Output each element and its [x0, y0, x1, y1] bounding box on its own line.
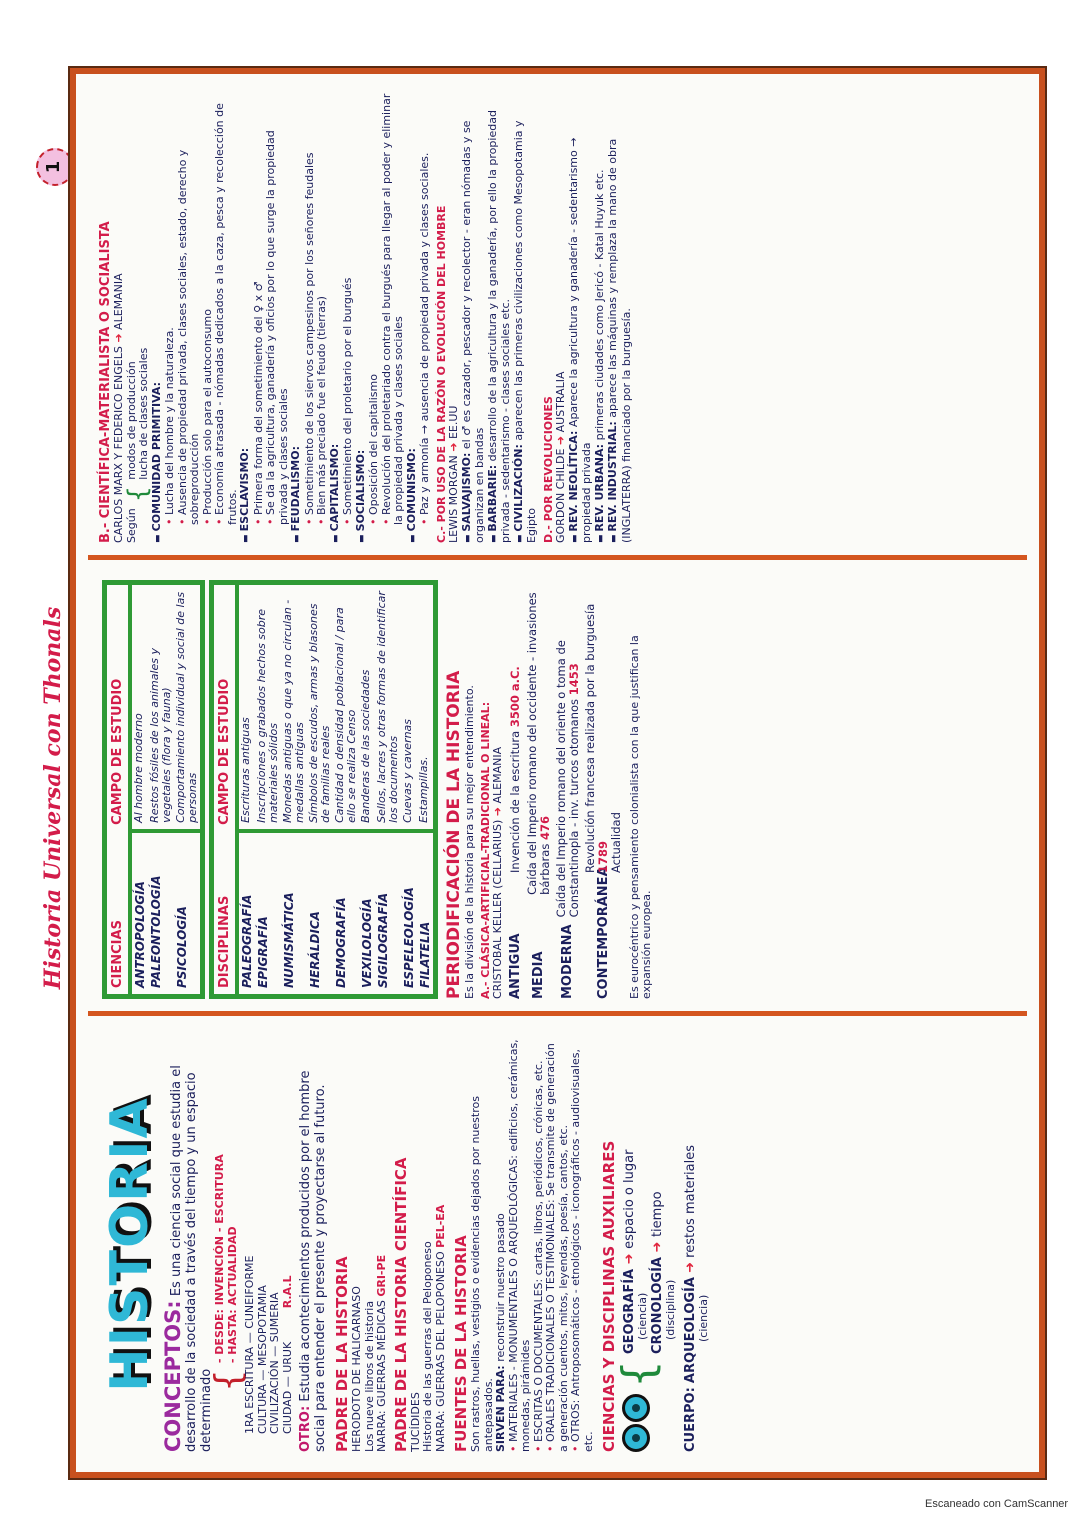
arrow-right-icon: ➜: [447, 442, 460, 452]
table-row: SIGILOGRAFÍA Sellos, lacres y otras formas de identificar los documentos: [375, 583, 401, 997]
ciencias-auxiliares-heading: CIENCIAS Y DISCIPLINAS AUXILIARES: [600, 1140, 618, 1452]
padre-cient-name: TUCÍDIDES: [408, 1392, 422, 1452]
conceptos-heading: CONCEPTOS:: [161, 1300, 185, 1452]
aux-type: (ciencia): [636, 1292, 649, 1340]
concept-line: CIVILIZACIÓN — SUMERIA: [268, 1292, 281, 1434]
historia-title: HISTORIA: [100, 1096, 160, 1392]
sirven-text: reconstruir nuestro pasado: [494, 1213, 507, 1362]
aux-name: GEOGRAFÍA: [622, 1268, 637, 1354]
padre-cient-narra: NARRA: GUERRAS DEL PELOPONESO: [433, 1251, 447, 1452]
panel-ciencias-periodificacion: [88, 568, 1027, 1016]
cuerpo-label: CUERPO:: [683, 1387, 698, 1452]
stage-heading: ▬ FEUDALISMO:: [290, 86, 304, 543]
green-brace-icon: {: [613, 1360, 664, 1388]
clasica-country: ALEMANIA: [491, 746, 504, 804]
revoluciones-author: GORDON CHILDE: [554, 448, 567, 543]
table-row: ANTROPOLOGÍA Al hombre moderno: [130, 583, 148, 997]
cuerpo-type: (ciencia): [697, 1294, 710, 1342]
camscanner-watermark: Escaneado con CamScanner: [925, 1498, 1069, 1510]
cientifica-country: ALEMANIA: [112, 273, 125, 330]
aux-arrow-text: espacio o lugar: [622, 1149, 637, 1249]
arrow-right-icon: ➜: [649, 1241, 665, 1253]
arrow-right-icon: ➜: [554, 435, 567, 446]
table-row: DEMOGRAFÍA Cantidad o densidad poblacional / para ello se realiza Censo: [333, 583, 359, 997]
aux-arrow-text: tiempo: [649, 1191, 665, 1238]
arrow-right-icon: ➜: [491, 806, 504, 817]
period-row: MEDIA Caída del Imperio romano del occidente - invasiones bárbaras 476: [524, 592, 552, 999]
ciencias-table-header: CAMPO DE ESTUDIO: [105, 583, 131, 831]
table-row: FILATELIA Estampillas.: [417, 583, 436, 997]
arrow-right-icon: ➜: [112, 333, 125, 343]
aux-name: CRONOLOGÍA: [649, 1257, 665, 1354]
stage-heading: ▬ SOCIALISMO:: [355, 86, 369, 543]
clasica-heading: A.- CLÁSICA-ARTIFICIAL-TRADICIONAL O LINEAL:: [478, 701, 492, 999]
green-brace-icon: {: [122, 485, 153, 503]
clasica-author: CRISTOBAL KELLER (CELLARIUS): [491, 819, 504, 999]
ciencias-table: [102, 580, 205, 999]
table-row: ESPELEOLOGÍA Cuevas y cavernas: [401, 583, 417, 997]
stage-heading: ▬ COMUNISMO:: [406, 86, 420, 543]
otro-text: Estudia acontecimientos producidos por el hombre social para entender el presente y proyectarse al futuro.: [298, 1070, 328, 1452]
periodificacion-text: Es la división de la historia para su mejor entendimiento.: [463, 685, 476, 999]
stage-heading: ▬ COMUNIDAD PRIMITIVA:: [151, 86, 165, 543]
revoluciones-heading: D.- POR REVOLUCIONES: [541, 396, 555, 543]
ciencias-table-header: CIENCIAS: [105, 831, 131, 997]
concept-line: CULTURA — MESOPOTAMIA: [255, 1285, 269, 1434]
otro-label: OTRO:: [298, 1405, 313, 1452]
fuentes-heading: FUENTES DE LA HISTORIA: [452, 1235, 470, 1452]
arrow-right-icon: ➜: [683, 1261, 698, 1273]
table-row: EPIGRAFÍA Inscripciones o grabados hechos sobre materiales sólidos: [255, 583, 281, 997]
notes-sheet: [40, 68, 1045, 1478]
disciplinas-table-header: CAMPO DE ESTUDIO: [212, 583, 238, 831]
period-row: CONTEMPORÁNEA Revolución francesa realizada por la burguesía 1789 Actualidad: [582, 603, 623, 999]
table-row: VEXILOLOGÍA Banderas de las sociedades: [359, 583, 375, 997]
script-header-title: Historia Universal con Thonals: [40, 606, 66, 990]
table-row: NUMISMÁTICA Monedas antiguas o que ya no circulan - medallas antiguas: [281, 583, 307, 997]
padre-name: HERODOTO DE HALICARNASO: [350, 1286, 363, 1452]
panel-periodificaciones: B.- CIENTÍFICA-MATERIALISTA O SOCIALISTA CARLOS MARX Y FEDERICO ENGELS ➜ ALEMANIA Según { modos de producción lucha de clases sociales ▬ COMUNIDAD PRIMITIVA: • Lucha del hombre y la naturaleza. • Ausencia de propiedad privada, clases sociales, estado, derecho y sobreproducción • Producción solo para el autoconsumo • Economía atrasada - nómadas dedicados a la caza, pesca y recolección de frutos. ▬ ESCLAVISMO: • Primera forma del sometimiento del ♀ x ♂ • Se da la agricultura, ganadería y oficios por lo que surge la propiedad privada y clases sociales ▬ FEUDALISMO: • Sometimiento de los siervos campesinos por los señores feudales • Bien más preciado fue el feudo (tierras) ▬ CAPITALISMO: • Sometimiento del proletario por el burgués ▬ SOCIALISMO: • Oposición del capitalismo • Revolución del proletariado contra el burgués para llegar al poder y eliminar la propiedad privada y clases sociales ▬ COMUNISMO: • Paz y armonía → ausencia de propiedad privada y clases sociales. C.- POR USO DE LA RAZÓN O EVOLUCIÓN DEL HOMBRE LEWIS MORGAN ➜ EE.UU ▬ SALVAJISMO: el ♂ es cazador, pescador y recolector - eran nómadas y se organizan en bandas ▬ BARBARIE: desarrollo de la agricultura y la ganadería, por ello la propiedad privada - sedentarismo - clases sociales etc. ▬ CIVILIZACIÓN: aparecen las primeras civilizaciones como Mesopotamia y Egipto D.- POR REVOLUCIONES GORDON CHILDE ➜ AUSTRALIA ▬ REV. NEOLÍTICA: Aparece la agricultura y ganadería - sedentarismo → propiedad privada ▬ REV. URBANA: primeras ciudades como Jericó - Katal Huyuk etc. ▬ REV. INDUSTRIAL: aparece las máquinas y remplaza la mano de obra (INGLATERRA) financiado por la burguesía.: [88, 74, 1027, 560]
padre-cient-obra: Historia de las guerras del Peloponeso: [421, 1241, 434, 1452]
period-row: ANTIGUA Invención de la escritura 3500 a.C.: [507, 666, 523, 999]
fuente-item: • ESCRITAS O DOCUMENTALES: cartas, libros, periódicos, crónicas, etc.: [533, 1036, 546, 1452]
eurocentric-text: Es eurocéntrico y pensamiento colonialista con la que justifican la expansión europea.: [627, 635, 653, 999]
razon-country: EE.UU: [447, 405, 460, 440]
padre-historia-heading: PADRE DE LA HISTORIA: [333, 1256, 351, 1452]
table-row: PALEOGRAFÍA Escrituras antiguas: [237, 583, 255, 997]
revoluciones-country: AUSTRALIA: [554, 371, 567, 433]
padre-obra: Los nueve libros de historia: [362, 1300, 376, 1452]
padre-tag: GRI-PE: [375, 1254, 388, 1297]
disciplinas-table-header: DISCIPLINAS: [212, 831, 238, 997]
table-row: PALEONTOLOGÍA Restos fósiles de los animales y vegetales (flora y fauna): [148, 583, 174, 997]
conceptos-text: Es una ciencia social que estudia el desarrollo de la sociedad a través del tiempo y un espacio determinado: [169, 1065, 214, 1452]
desde-text: - DESDE: INVENCIÓN - ESCRITURA: [213, 1154, 226, 1364]
concept-line: CIUDAD — URUK: [280, 1341, 294, 1434]
table-row: PSICOLOGÍA Comportamiento individual y social de las personas: [174, 583, 203, 997]
cientifica-heading: B.- CIENTÍFICA-MATERIALISTA O SOCIALISTA: [98, 221, 113, 543]
periodificacion-heading: PERIODIFICACIÓN DE LA HISTORIA: [444, 670, 464, 999]
cientifica-authors: CARLOS MARX Y FEDERICO ENGELS: [112, 346, 125, 543]
sirven-label: SIRVEN PARA:: [494, 1365, 507, 1452]
fuente-item: • ORALES TRADICIONALES O TESTIMONIALES: Se transmite de generación a generación cuentos, mitos, leyendas, poesía, cantos, etc.: [545, 1036, 570, 1452]
segun-label: Según: [124, 508, 138, 543]
fuente-item: • OTROS: Antroposomáticos - etnológicos - iconográficos - audiovisuales, etc.: [570, 1036, 595, 1452]
razon-heading: C.- POR USO DE LA RAZÓN O EVOLUCIÓN DEL HOMBRE: [434, 205, 448, 543]
razon-author: LEWIS MORGAN: [447, 455, 460, 543]
segun-item: modos de producción: [124, 361, 138, 480]
eyes-doodle-icon: [622, 1394, 650, 1452]
period-row: MODERNA Caída del Imperio romano del oriente o toma de Constantinopla - inv. turcos otomanos 1453: [553, 640, 581, 999]
fuente-item: • MATERIALES - MONUMENTALES O ARQUEOLÓGICAS: edificios, cerámicas, monedas, pirámides: [508, 1036, 533, 1452]
padre-cientifica-heading: PADRE DE LA HISTORIA CIENTÍFICA: [391, 1157, 410, 1452]
table-row: HERÁLDICA Símbolos de escudos, armas y blasones de familias reales: [307, 583, 333, 997]
concept-line: 1RA ESCRITURA — CUNEIFORME: [243, 1255, 256, 1434]
padre-narra: NARRA: GUERRAS MÉDICAS: [375, 1300, 388, 1452]
page-number-badge: 1: [36, 148, 74, 186]
cuerpo-arrow-text: restos materiales: [683, 1145, 698, 1258]
segun-item: lucha de clases sociales: [137, 347, 150, 480]
panel-historia: [88, 1024, 1027, 1464]
fuentes-text: Son rastros, huellas, vestigios o evidencias dejados por nuestros antepasados.: [469, 1096, 495, 1452]
aux-type: (disciplina): [663, 1279, 677, 1340]
stage-heading: ▬ CAPITALISMO:: [329, 86, 343, 543]
brace-icon: {: [208, 1369, 249, 1392]
padre-cient-tag: PEL-EA: [433, 1204, 447, 1248]
cuerpo-name: ARQUEOLOGÍA: [683, 1277, 698, 1384]
hasta-text: - HASTA: ACTUALIDAD: [225, 1226, 239, 1364]
sheet-frame: [70, 68, 1045, 1478]
arrow-right-icon: ➜: [622, 1253, 637, 1265]
ral-tag: R.A.L: [280, 1275, 294, 1309]
stage-heading: ▬ ESCLAVISMO:: [239, 86, 253, 543]
disciplinas-table: [209, 580, 438, 999]
